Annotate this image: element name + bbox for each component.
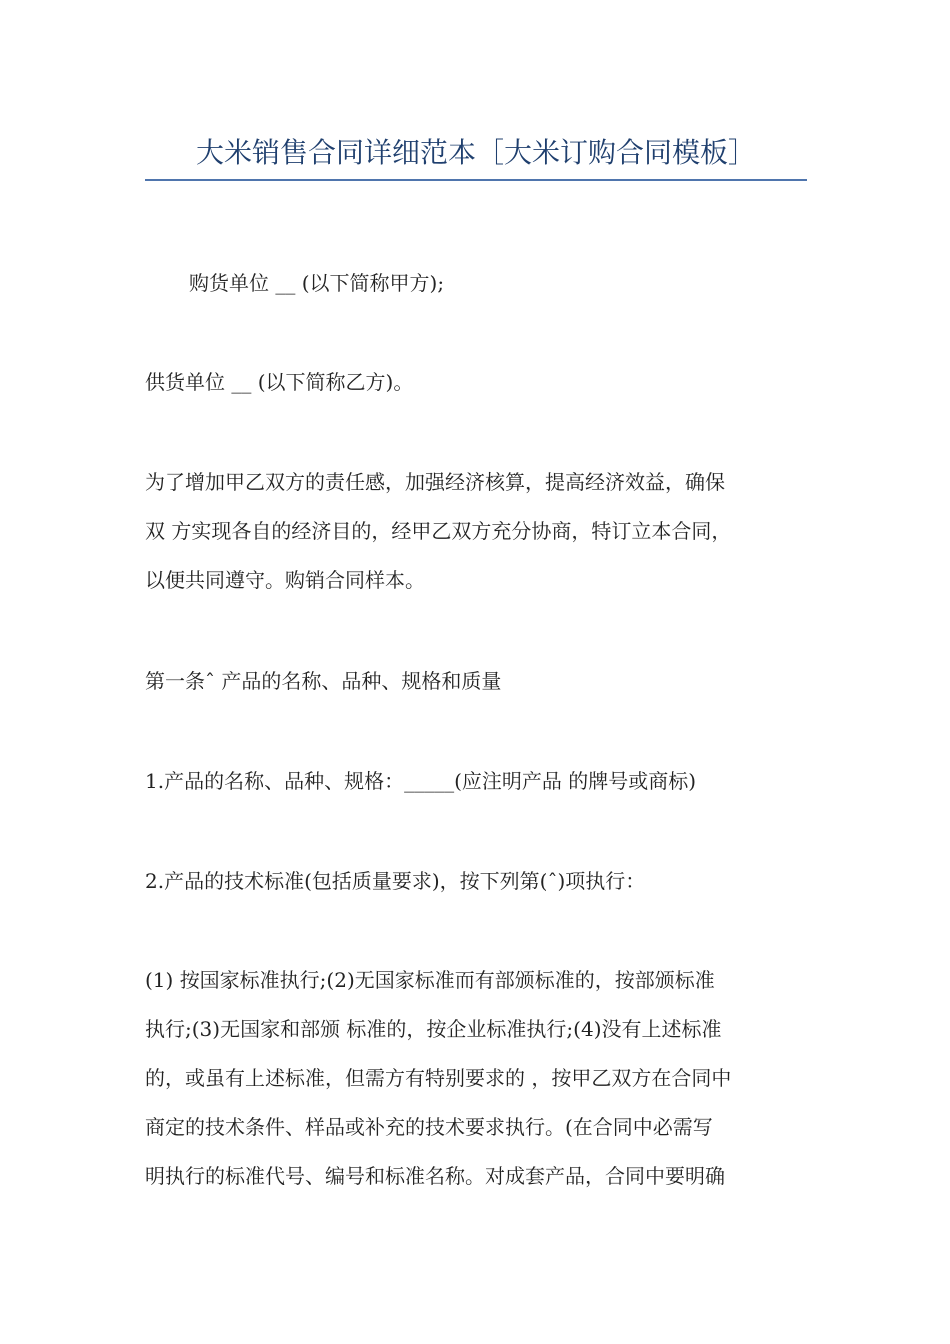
purpose-line: 为了增加甲乙双方的责任感，加强经济核算，提高经济效益，确保 [145, 470, 725, 494]
standards-paragraph [145, 956, 807, 1201]
purpose-line: 以便共同遵守。购销合同样本。 [145, 568, 425, 592]
item2-paragraph: 2.产品的技术标准(包括质量要求)，按下列第(ˆ)项执行： [145, 869, 646, 893]
document-page [145, 0, 807, 1344]
seller-paragraph: 供货单位 __ (以下简称乙方)。 [145, 370, 414, 394]
standards-line: 商定的技术条件、样品或补充的技术要求执行。(在合同中必需写 [145, 1115, 713, 1139]
standards-line: (1) 按国家标准执行;(2)无国家标准而有部颁标准的，按部颁标准 [145, 968, 715, 992]
standards-line: 的，或虽有上述标准，但需方有特别要求的 ，按甲乙双方在合同中 [145, 1066, 732, 1090]
title-underline [145, 179, 807, 181]
purpose-paragraph [145, 458, 807, 605]
buyer-paragraph: 购货单位 __ (以下简称甲方); [189, 271, 445, 295]
document-title: 大米销售合同详细范本［大米订购合同模板］ [195, 136, 756, 169]
standards-line: 明执行的标准代号、编号和标准名称。对成套产品，合同中要明确 [145, 1164, 725, 1188]
item1-paragraph: 1.产品的名称、品种、规格：_____(应注明产品 的牌号或商标) [145, 769, 697, 793]
purpose-line: 双 方实现各自的经济目的，经甲乙双方充分协商，特订立本合同， [145, 519, 732, 543]
standards-line: 执行;(3)无国家和部颁 标准的，按企业标准执行;(4)没有上述标准 [145, 1017, 722, 1041]
article1-heading: 第一条ˆ 产品的名称、品种、规格和质量 [145, 669, 502, 693]
